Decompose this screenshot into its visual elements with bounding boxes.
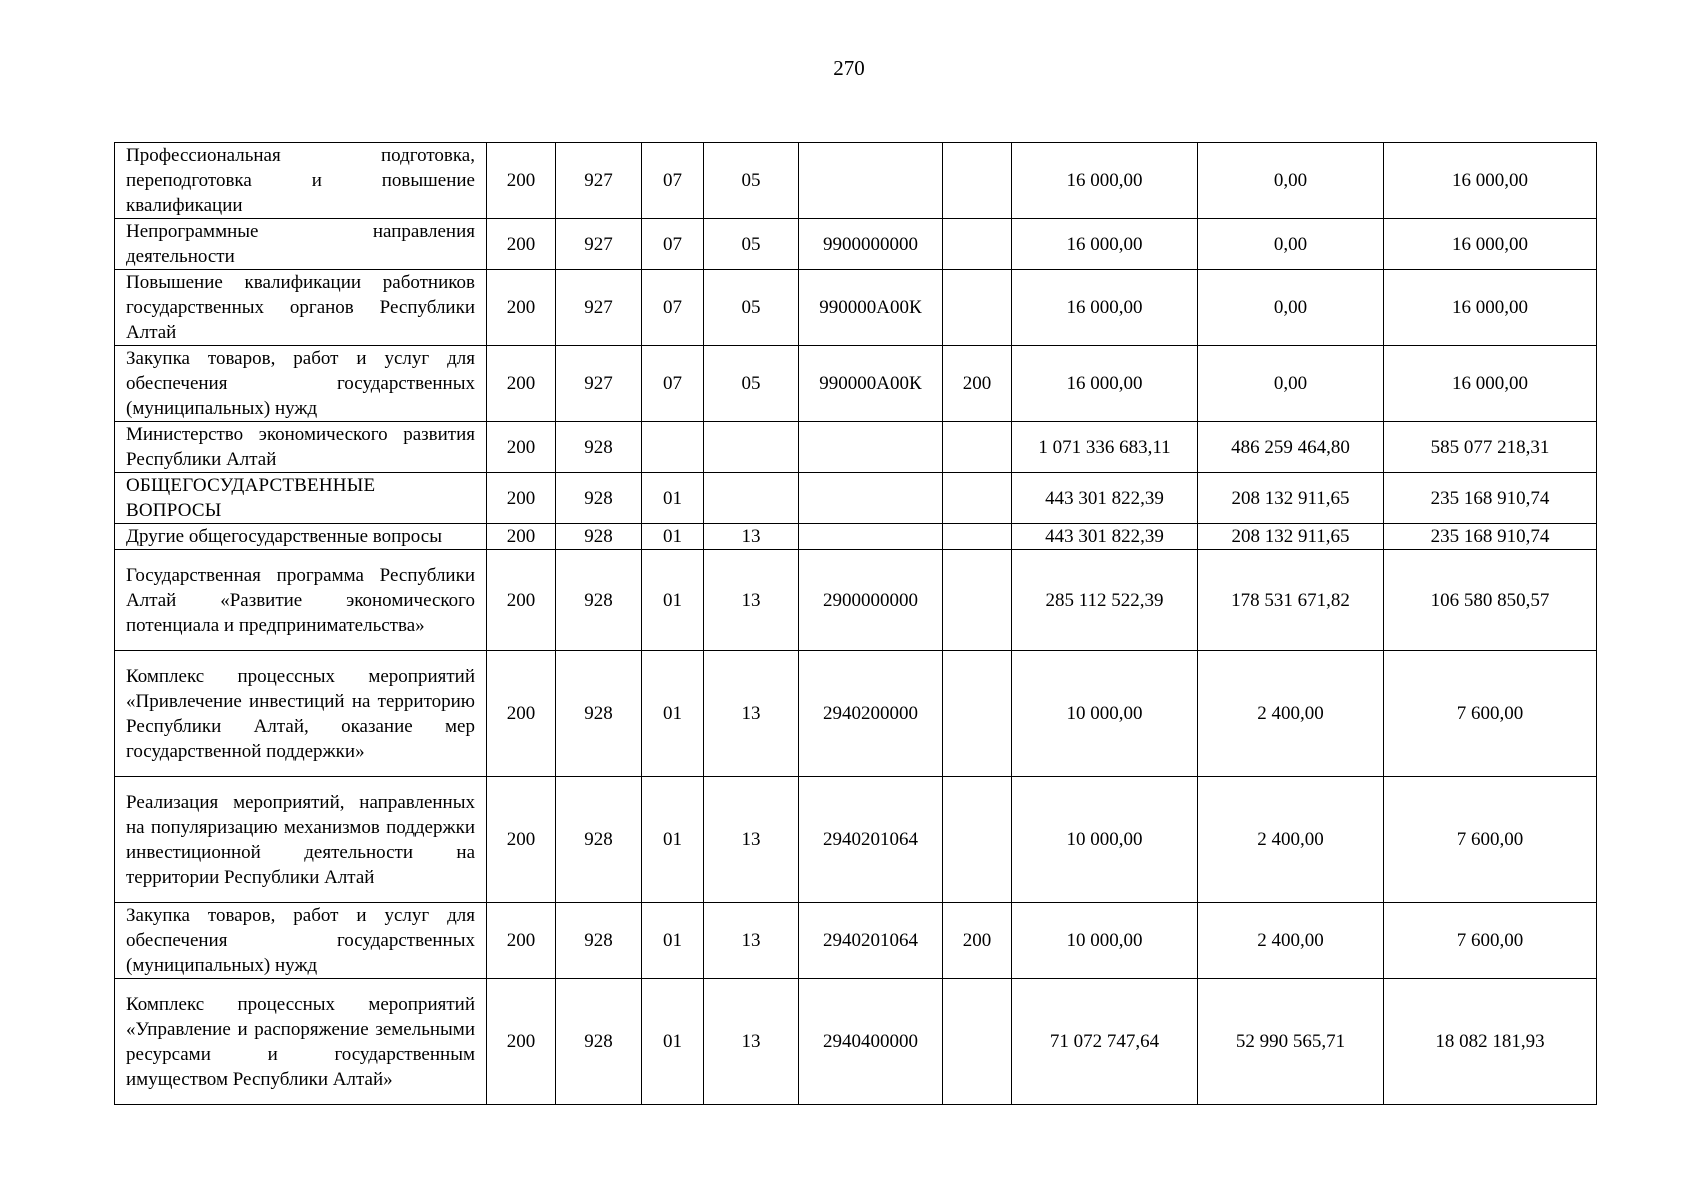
row-name-cell: Закупка товаров, работ и услуг для обеспечения государственных (муниципальных) нужд — [115, 346, 487, 422]
subsection-code-cell: 13 — [704, 651, 799, 777]
code-200-cell: 200 — [487, 473, 556, 524]
expense-type-cell — [943, 219, 1012, 270]
total-amount-cell: 10 000,00 — [1012, 903, 1198, 979]
subsection-code-cell: 05 — [704, 143, 799, 219]
total-amount-cell: 285 112 522,39 — [1012, 550, 1198, 651]
table-row — [115, 219, 1597, 270]
total-amount-cell: 16 000,00 — [1012, 143, 1198, 219]
section-code-cell: 07 — [642, 346, 704, 422]
row-name-cell: ОБЩЕГОСУДАРСТВЕННЫЕ ВОПРОСЫ — [115, 473, 487, 524]
section-code-cell: 01 — [642, 777, 704, 903]
ministry-code-cell: 927 — [556, 219, 642, 270]
section-code-cell: 01 — [642, 550, 704, 651]
target-article-cell: 990000А00К — [799, 270, 943, 346]
federal-amount-cell: 208 132 911,65 — [1198, 524, 1384, 550]
row-name-cell: Повышение квалификации работников государственных органов Республики Алтай — [115, 270, 487, 346]
regional-amount-cell: 235 168 910,74 — [1384, 524, 1597, 550]
federal-amount-cell: 0,00 — [1198, 143, 1384, 219]
table-row — [115, 422, 1597, 473]
regional-amount-cell: 7 600,00 — [1384, 903, 1597, 979]
expense-type-cell — [943, 270, 1012, 346]
code-200-cell: 200 — [487, 143, 556, 219]
regional-amount-cell: 16 000,00 — [1384, 219, 1597, 270]
table-row — [115, 777, 1597, 903]
target-article-cell: 2940200000 — [799, 651, 943, 777]
federal-amount-cell: 0,00 — [1198, 270, 1384, 346]
section-code-cell: 07 — [642, 219, 704, 270]
expense-type-cell — [943, 651, 1012, 777]
target-article-cell — [799, 473, 943, 524]
regional-amount-cell: 18 082 181,93 — [1384, 979, 1597, 1105]
federal-amount-cell: 208 132 911,65 — [1198, 473, 1384, 524]
row-name-cell: Непрограммные направления деятельности — [115, 219, 487, 270]
total-amount-cell: 10 000,00 — [1012, 651, 1198, 777]
subsection-code-cell — [704, 473, 799, 524]
subsection-code-cell: 13 — [704, 979, 799, 1105]
target-article-cell: 2940201064 — [799, 777, 943, 903]
target-article-cell — [799, 422, 943, 473]
ministry-code-cell: 928 — [556, 524, 642, 550]
total-amount-cell: 1 071 336 683,11 — [1012, 422, 1198, 473]
federal-amount-cell: 2 400,00 — [1198, 651, 1384, 777]
subsection-code-cell: 05 — [704, 346, 799, 422]
total-amount-cell: 443 301 822,39 — [1012, 524, 1198, 550]
table-row — [115, 143, 1597, 219]
expense-type-cell — [943, 524, 1012, 550]
ministry-code-cell: 928 — [556, 550, 642, 651]
regional-amount-cell: 585 077 218,31 — [1384, 422, 1597, 473]
target-article-cell: 2940400000 — [799, 979, 943, 1105]
ministry-code-cell: 928 — [556, 473, 642, 524]
target-article-cell — [799, 524, 943, 550]
ministry-code-cell: 928 — [556, 422, 642, 473]
code-200-cell: 200 — [487, 903, 556, 979]
regional-amount-cell: 106 580 850,57 — [1384, 550, 1597, 651]
code-200-cell: 200 — [487, 422, 556, 473]
table-row — [115, 979, 1597, 1105]
row-name-cell: Министерство экономического развития Республики Алтай — [115, 422, 487, 473]
expense-type-cell: 200 — [943, 346, 1012, 422]
federal-amount-cell: 2 400,00 — [1198, 777, 1384, 903]
row-name-cell: Профессиональная подготовка, переподготовка и повышение квалификации — [115, 143, 487, 219]
total-amount-cell: 16 000,00 — [1012, 219, 1198, 270]
table-row — [115, 270, 1597, 346]
total-amount-cell: 16 000,00 — [1012, 270, 1198, 346]
section-code-cell: 01 — [642, 979, 704, 1105]
regional-amount-cell: 16 000,00 — [1384, 270, 1597, 346]
regional-amount-cell: 235 168 910,74 — [1384, 473, 1597, 524]
expense-type-cell: 200 — [943, 903, 1012, 979]
row-name-cell: Реализация мероприятий, направленных на популяризацию механизмов поддержки инвестиционной деятельности на территории Республики Алтай — [115, 777, 487, 903]
total-amount-cell: 443 301 822,39 — [1012, 473, 1198, 524]
row-name-cell: Комплекс процессных мероприятий «Управление и распоряжение земельными ресурсами и государственным имуществом Республики Алтай» — [115, 979, 487, 1105]
target-article-cell: 2940201064 — [799, 903, 943, 979]
section-code-cell: 01 — [642, 524, 704, 550]
row-name-cell: Комплекс процессных мероприятий «Привлечение инвестиций на территорию Республики Алтай, оказание мер государственной поддержки» — [115, 651, 487, 777]
subsection-code-cell: 13 — [704, 777, 799, 903]
section-code-cell: 07 — [642, 143, 704, 219]
federal-amount-cell: 0,00 — [1198, 346, 1384, 422]
section-code-cell — [642, 422, 704, 473]
code-200-cell: 200 — [487, 219, 556, 270]
federal-amount-cell: 178 531 671,82 — [1198, 550, 1384, 651]
section-code-cell: 01 — [642, 903, 704, 979]
ministry-code-cell: 928 — [556, 979, 642, 1105]
ministry-code-cell: 927 — [556, 346, 642, 422]
ministry-code-cell: 927 — [556, 143, 642, 219]
budget-table — [114, 142, 1597, 1105]
regional-amount-cell: 7 600,00 — [1384, 651, 1597, 777]
row-name-cell: Закупка товаров, работ и услуг для обеспечения государственных (муниципальных) нужд — [115, 903, 487, 979]
subsection-code-cell: 05 — [704, 219, 799, 270]
target-article-cell: 2900000000 — [799, 550, 943, 651]
subsection-code-cell: 13 — [704, 550, 799, 651]
target-article-cell — [799, 143, 943, 219]
code-200-cell: 200 — [487, 979, 556, 1105]
total-amount-cell: 16 000,00 — [1012, 346, 1198, 422]
total-amount-cell: 10 000,00 — [1012, 777, 1198, 903]
expense-type-cell — [943, 473, 1012, 524]
target-article-cell: 990000А00К — [799, 346, 943, 422]
target-article-cell: 9900000000 — [799, 219, 943, 270]
federal-amount-cell: 486 259 464,80 — [1198, 422, 1384, 473]
expense-type-cell — [943, 979, 1012, 1105]
budget-table-body — [115, 143, 1597, 1105]
federal-amount-cell: 0,00 — [1198, 219, 1384, 270]
ministry-code-cell: 928 — [556, 777, 642, 903]
regional-amount-cell: 16 000,00 — [1384, 346, 1597, 422]
section-code-cell: 01 — [642, 473, 704, 524]
ministry-code-cell: 928 — [556, 651, 642, 777]
regional-amount-cell: 16 000,00 — [1384, 143, 1597, 219]
ministry-code-cell: 928 — [556, 903, 642, 979]
code-200-cell: 200 — [487, 270, 556, 346]
table-row — [115, 903, 1597, 979]
subsection-code-cell: 13 — [704, 903, 799, 979]
code-200-cell: 200 — [487, 346, 556, 422]
federal-amount-cell: 52 990 565,71 — [1198, 979, 1384, 1105]
expense-type-cell — [943, 422, 1012, 473]
expense-type-cell — [943, 550, 1012, 651]
code-200-cell: 200 — [487, 550, 556, 651]
table-row — [115, 346, 1597, 422]
table-row — [115, 550, 1597, 651]
subsection-code-cell: 13 — [704, 524, 799, 550]
code-200-cell: 200 — [487, 651, 556, 777]
row-name-cell: Другие общегосударственные вопросы — [115, 524, 487, 550]
code-200-cell: 200 — [487, 777, 556, 903]
page-number: 270 — [833, 56, 865, 80]
section-code-cell: 07 — [642, 270, 704, 346]
total-amount-cell: 71 072 747,64 — [1012, 979, 1198, 1105]
expense-type-cell — [943, 143, 1012, 219]
ministry-code-cell: 927 — [556, 270, 642, 346]
regional-amount-cell: 7 600,00 — [1384, 777, 1597, 903]
subsection-code-cell: 05 — [704, 270, 799, 346]
table-row — [115, 473, 1597, 524]
section-code-cell: 01 — [642, 651, 704, 777]
subsection-code-cell — [704, 422, 799, 473]
table-row — [115, 524, 1597, 550]
code-200-cell: 200 — [487, 524, 556, 550]
row-name-cell: Государственная программа Республики Алтай «Развитие экономического потенциала и предпринимательства» — [115, 550, 487, 651]
table-row — [115, 651, 1597, 777]
federal-amount-cell: 2 400,00 — [1198, 903, 1384, 979]
expense-type-cell — [943, 777, 1012, 903]
